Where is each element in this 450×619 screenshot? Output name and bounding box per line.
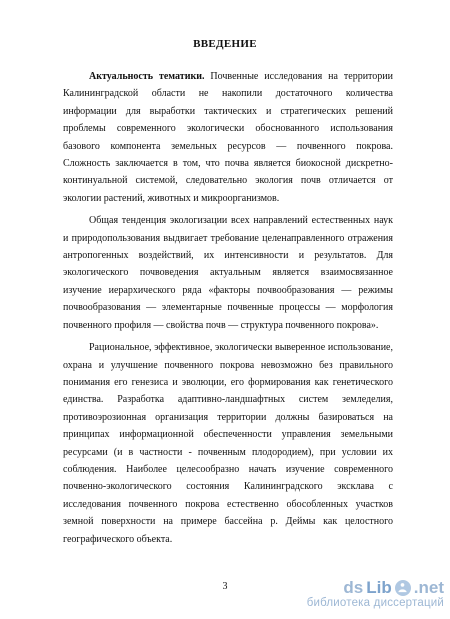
- paragraph-rational-use: Рациональное, эффективное, экологически выверенное использование, охрана и улучшение почвенного покрова невозможно без правильного понимания его генезиса и эволюции, его формирования как генетического единства. Разработка адаптивно-ландшафтных систем земледелия, противоэрозионная организация территории должны базироваться на принципах информационной обеспеченности управления земельными ресурсами (и в частности - почвенным плодородием), при условии их соблюдения. Наиболее целесообразно начать изучение современного почвенно-экологического состояния Калининградского эксклава с исследования почвенного покрова естественно обособленных участков земной поверхности на примере бассейна р. Деймы как целостного географического объекта.: [63, 342, 393, 545]
- body-text: [63, 68, 393, 548]
- paragraph-text: Почвенные исследования на территории Калининградской области не накопили достаточного количества информации для выработки тактических и стратегических решений проблемы современного экологически обоснованного использования базового компонента земельных ресурсов — почвенного покрова. Сложность заключается в том, что почва является биокосной дискретно-континуальной системой, следовательно экология почв отличается от экологии растений, животных и микроорганизмов.: [63, 71, 393, 204]
- paragraph-relevance: [63, 68, 393, 207]
- watermark-tagline: библиотека диссертаций: [306, 597, 444, 609]
- paragraph-lead: Актуальность тематики.: [89, 71, 205, 82]
- page-number: 3: [222, 581, 228, 592]
- reader-icon: [395, 580, 411, 596]
- watermark-net: .net: [413, 578, 444, 597]
- watermark-lib: Lib: [366, 578, 392, 597]
- watermark-ds: ds: [343, 578, 364, 597]
- paragraph-trend: Общая тенденция экологизации всех направлений естественных наук и природопользования выдвигает требование целенаправленного отражения антропогенных воздействий, их интенсивности и результатов. Для экологического почвоведения актуальным является взаимосвязанное изучение иерархического ряда «факторы почвообразования — режимы почвообразования — элементарные почвенные процессы — морфология почвенного профиля — свойства почв — структура почвенного покрова».: [63, 215, 393, 331]
- section-heading: ВВЕДЕНИЕ: [193, 38, 257, 50]
- dslib-watermark: [307, 579, 444, 610]
- watermark-brand: [307, 579, 444, 596]
